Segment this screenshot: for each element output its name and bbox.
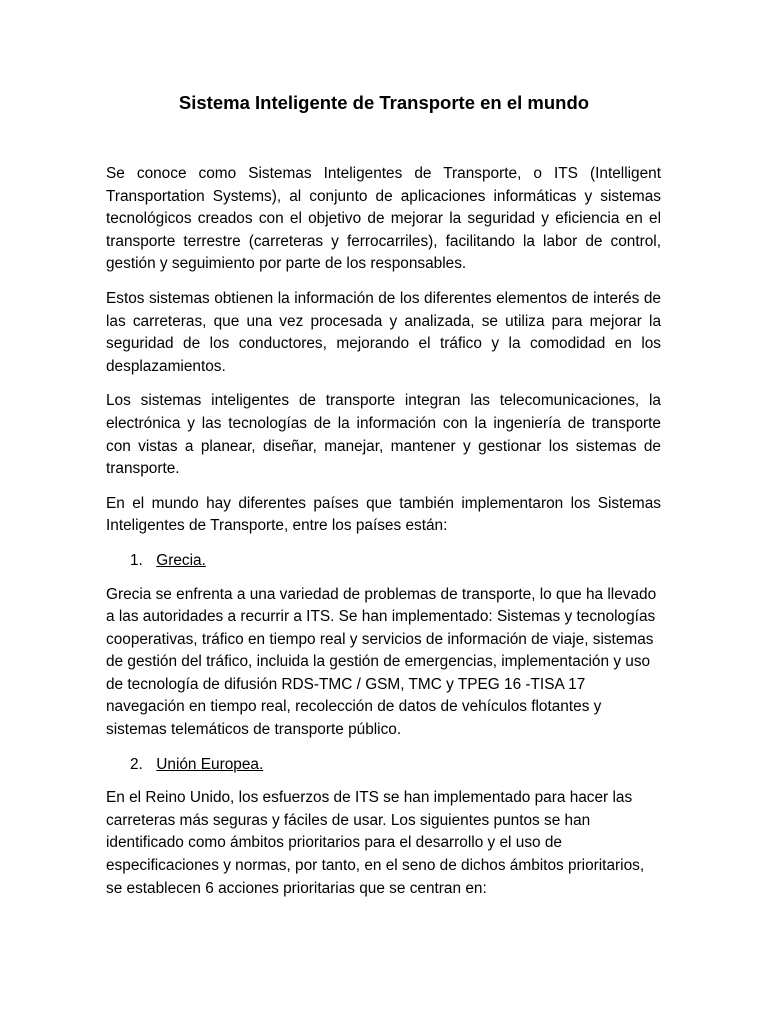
paragraph-union-europea: En el Reino Unido, los esfuerzos de ITS se han implementado para hacer las carreteras más seguras y fáciles de usar. Los siguientes puntos se han identificado como ámbitos prioritarios para el desarrollo y el uso de especificaciones y normas, por tanto, en el seno de dichos ámbitos prioritarios, se establecen 6 acciones prioritarias que se centran en: <box>106 789 645 897</box>
paragraph-integration: Los sistemas inteligentes de transporte integran las telecomunicaciones, la electrónica y las tecnologías de la información con la ingeniería de transporte con vistas a planear, diseñar, manejar, mantener y gestionar los sistemas de transporte. <box>106 392 661 478</box>
paragraph-grecia: Grecia se enfrenta a una variedad de problemas de transporte, lo que ha llevado a las autoridades a recurrir a ITS. Se han implementado: Sistemas y tecnologías cooperativas, tráfico en tiempo real y servicios de información de viaje, sistemas de gestión del tráfico, incluida la gestión de emergencias, implementación y uso de tecnología de difusión RDS-TMC / GSM, TMC y TPEG 16 -TISA 17 navegación en tiempo real, recolección de datos de vehículos flotantes y sistemas telemáticos de transporte público. <box>106 585 657 739</box>
list-item-grecia <box>106 550 661 573</box>
section-heading-union-europea: Unión Europea. <box>156 755 264 773</box>
paragraph-countries-intro: En el mundo hay diferentes países que también implementaron los Sistemas Inteligentes de Transporte, entre los países están: <box>106 494 661 535</box>
paragraph-information-gathering: Estos sistemas obtienen la información de los diferentes elementos de interés de las carreteras, que una vez procesada y analizada, se utiliza para mejorar la seguridad de los conductores, mejorando el tráfico y la comodidad en los desplazamientos. <box>106 289 661 375</box>
document-title: Sistema Inteligente de Transporte en el mundo <box>178 92 590 113</box>
list-number: 1. <box>130 551 143 569</box>
list-number: 2. <box>130 755 143 773</box>
document-body <box>106 163 661 912</box>
paragraph-its-definition: Se conoce como Sistemas Inteligentes de Transporte, o ITS (Intelligent Transportation Systems), al conjunto de aplicaciones informáticas y sistemas tecnológicos creados con el objetivo de mejorar la seguridad y eficiencia en el transporte terrestre (carreteras y ferrocarriles), facilitando la labor de control, gestión y seguimiento por parte de los responsables. <box>106 165 661 273</box>
section-heading-grecia: Grecia. <box>156 551 206 569</box>
list-item-union-europea <box>106 754 661 777</box>
